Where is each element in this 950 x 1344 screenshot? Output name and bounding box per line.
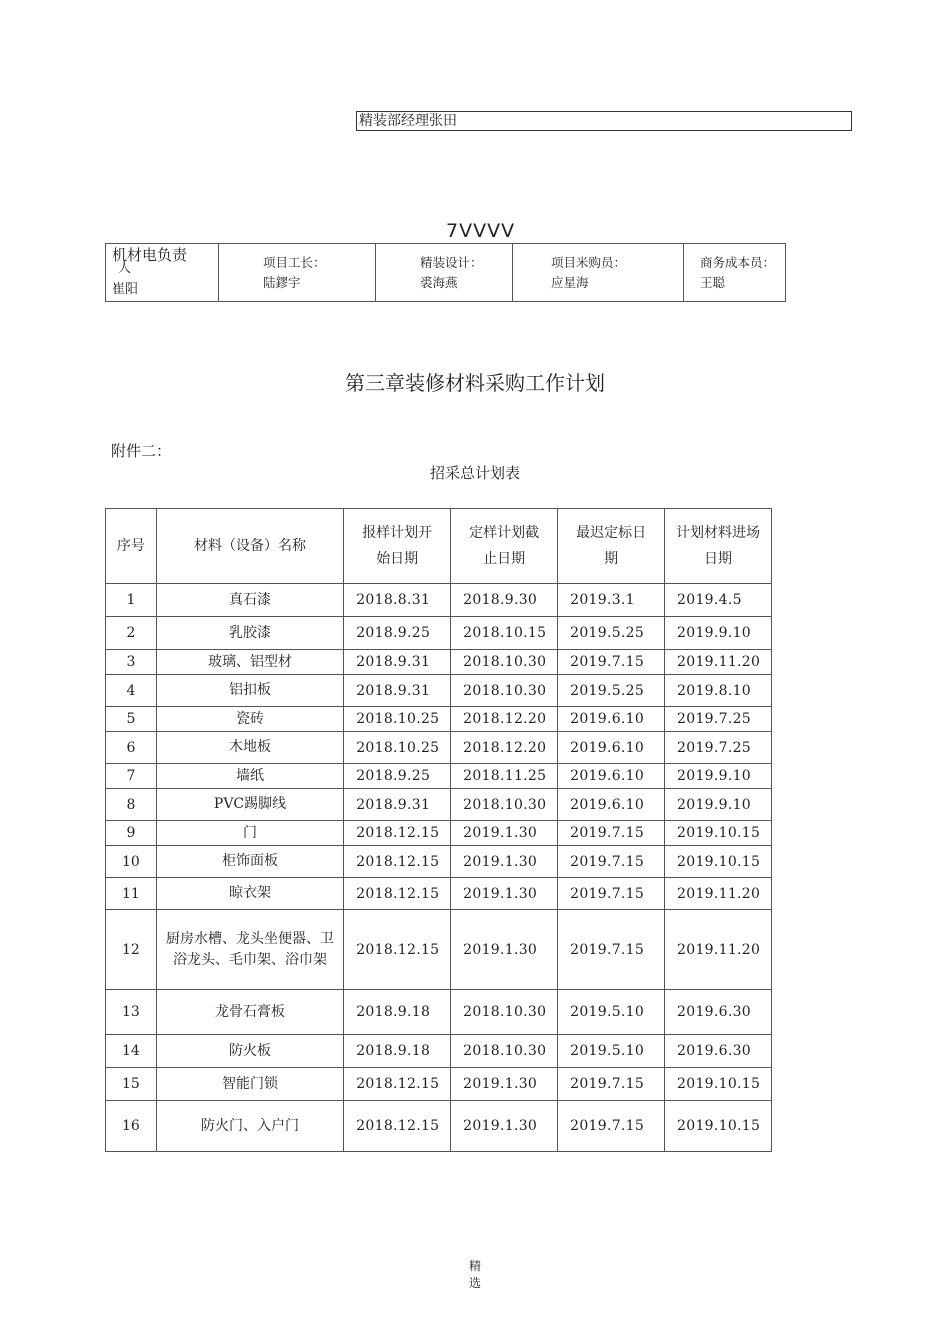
cell-seq: 2 [106, 617, 157, 650]
cell-sample-start: 2018.9.18 [344, 990, 451, 1035]
cell-bid-deadline: 2019.7.15 [558, 910, 665, 990]
cell-sample-start: 2018.10.25 [344, 732, 451, 764]
header-sample-end: 定样计划截止日期 [451, 509, 558, 584]
staff-lead-title-cont: 人 [118, 260, 132, 276]
table-row [106, 1068, 772, 1101]
cell-arrival: 2019.10.15 [665, 821, 772, 846]
cell-arrival: 2019.7.25 [665, 707, 772, 732]
table-row [106, 1035, 772, 1068]
staff-role: 精装设计： [420, 254, 483, 270]
cell-arrival: 2019.10.15 [665, 1068, 772, 1101]
cell-bid-deadline: 2019.7.15 [558, 846, 665, 878]
cell-sample-end: 2019.1.30 [451, 1068, 558, 1101]
cell-sample-start: 2018.10.25 [344, 707, 451, 732]
staff-role: 项目米购员： [551, 254, 627, 270]
table-row [106, 910, 772, 990]
cell-seq: 13 [106, 990, 157, 1035]
staff-name: 裘海燕 [420, 274, 458, 290]
cell-bid-deadline: 2019.6.10 [558, 764, 665, 789]
chapter-title: 第三章装修材料采购工作计划 [345, 371, 605, 395]
procurement-plan-table [105, 508, 772, 1152]
cell-material: 乳胶漆 [156, 617, 343, 650]
cell-sample-start: 2018.9.25 [344, 617, 451, 650]
cell-arrival: 2019.10.15 [665, 846, 772, 878]
table-row [106, 764, 772, 789]
cell-sample-start: 2018.12.15 [344, 846, 451, 878]
cell-bid-deadline: 2019.6.10 [558, 789, 665, 821]
cell-seq: 5 [106, 707, 157, 732]
cell-sample-start: 2018.12.15 [344, 1101, 451, 1152]
staff-cell-purchaser [513, 244, 684, 302]
staff-name: 陆鏐宇 [263, 274, 301, 290]
cell-sample-end: 2019.1.30 [451, 846, 558, 878]
cell-material: 防火门、入户门 [156, 1101, 343, 1152]
table-row [106, 990, 772, 1035]
staff-cell-cost [684, 244, 786, 302]
cell-arrival: 2019.9.10 [665, 764, 772, 789]
table-row [106, 1101, 772, 1152]
cell-seq: 16 [106, 1101, 157, 1152]
cell-arrival: 2019.9.10 [665, 617, 772, 650]
cell-sample-end: 2018.12.20 [451, 732, 558, 764]
cell-material: 柜饰面板 [156, 846, 343, 878]
cell-arrival: 2019.10.15 [665, 1101, 772, 1152]
cell-material: 厨房水槽、龙头坐便器、卫浴龙头、毛巾架、浴巾架 [156, 910, 343, 990]
table-row [106, 675, 772, 707]
staff-row [106, 244, 786, 302]
cell-bid-deadline: 2019.7.15 [558, 1101, 665, 1152]
cell-sample-start: 2018.12.15 [344, 910, 451, 990]
staff-table [105, 243, 786, 302]
cell-seq: 8 [106, 789, 157, 821]
cell-material: 木地板 [156, 732, 343, 764]
cell-seq: 10 [106, 846, 157, 878]
cell-bid-deadline: 2019.7.15 [558, 650, 665, 675]
cell-material: 玻璃、铝型材 [156, 650, 343, 675]
staff-name: 王聪 [700, 274, 726, 290]
cell-seq: 1 [106, 584, 157, 617]
staff-role: 项目工长： [263, 254, 326, 270]
cell-bid-deadline: 2019.3.1 [558, 584, 665, 617]
table-row [106, 821, 772, 846]
cell-sample-start: 2018.9.18 [344, 1035, 451, 1068]
staff-cell-designer [376, 244, 513, 302]
table-row [106, 617, 772, 650]
manager-box: 精装部经理张田 [356, 111, 852, 131]
table-row [106, 878, 772, 910]
cell-arrival: 2019.11.20 [665, 650, 772, 675]
cell-bid-deadline: 2019.7.15 [558, 878, 665, 910]
cell-bid-deadline: 2019.7.15 [558, 821, 665, 846]
cell-material: 墙纸 [156, 764, 343, 789]
table-title: 招采总计划表 [429, 464, 520, 482]
cell-seq: 7 [106, 764, 157, 789]
staff-cell-lead [106, 244, 219, 302]
cell-seq: 9 [106, 821, 157, 846]
table-row [106, 789, 772, 821]
cell-sample-start: 2018.12.15 [344, 821, 451, 846]
cell-sample-start: 2018.12.15 [344, 1068, 451, 1101]
cell-sample-end: 2019.1.30 [451, 1101, 558, 1152]
footer-line-1: 精 [468, 1259, 481, 1273]
staff-role: 商务成本员： [700, 254, 776, 270]
cell-sample-start: 2018.9.31 [344, 675, 451, 707]
table-row [106, 584, 772, 617]
table-row [106, 707, 772, 732]
staff-name: 应星海 [551, 274, 589, 290]
cell-seq: 15 [106, 1068, 157, 1101]
cell-bid-deadline: 2019.6.10 [558, 707, 665, 732]
cell-sample-start: 2018.12.15 [344, 878, 451, 910]
cell-material: 智能门锁 [156, 1068, 343, 1101]
cell-material: 防火板 [156, 1035, 343, 1068]
cell-material: PVC踢脚线 [156, 789, 343, 821]
cell-sample-end: 2019.1.30 [451, 821, 558, 846]
cell-seq: 4 [106, 675, 157, 707]
cell-sample-end: 2018.11.25 [451, 764, 558, 789]
cell-arrival: 2019.4.5 [665, 584, 772, 617]
cell-seq: 11 [106, 878, 157, 910]
header-material: 材料（设备）名称 [156, 509, 343, 584]
header-seq: 序号 [106, 509, 157, 584]
cell-sample-end: 2018.10.30 [451, 789, 558, 821]
cell-sample-end: 2018.9.30 [451, 584, 558, 617]
cell-sample-start: 2018.8.31 [344, 584, 451, 617]
cell-seq: 3 [106, 650, 157, 675]
staff-lead-name: 崔阳 [112, 281, 139, 297]
cell-arrival: 2019.8.10 [665, 675, 772, 707]
cell-arrival: 2019.9.10 [665, 789, 772, 821]
cell-bid-deadline: 2019.5.10 [558, 990, 665, 1035]
table-header-row [106, 509, 772, 584]
cell-sample-end: 2019.1.30 [451, 878, 558, 910]
staff-cell-foreman [219, 244, 376, 302]
cell-sample-start: 2018.9.31 [344, 650, 451, 675]
table-row [106, 732, 772, 764]
cell-arrival: 2019.11.20 [665, 878, 772, 910]
cell-arrival: 2019.11.20 [665, 910, 772, 990]
cell-bid-deadline: 2019.6.10 [558, 732, 665, 764]
cell-bid-deadline: 2019.5.25 [558, 617, 665, 650]
cell-seq: 6 [106, 732, 157, 764]
header-sample-start: 报样计划开始日期 [344, 509, 451, 584]
cell-sample-end: 2019.1.30 [451, 910, 558, 990]
cell-sample-end: 2018.10.15 [451, 617, 558, 650]
cell-sample-end: 2018.10.30 [451, 990, 558, 1035]
cell-bid-deadline: 2019.5.10 [558, 1035, 665, 1068]
staff-lead-title: 机材电负责 [112, 245, 188, 264]
cell-arrival: 2019.6.30 [665, 990, 772, 1035]
cell-arrival: 2019.6.30 [665, 1035, 772, 1068]
cell-sample-end: 2018.12.20 [451, 707, 558, 732]
footer-mark [0, 1258, 950, 1292]
header-bid-deadline: 最迟定标日期 [558, 509, 665, 584]
cell-seq: 14 [106, 1035, 157, 1068]
cell-sample-start: 2018.9.31 [344, 789, 451, 821]
cell-seq: 12 [106, 910, 157, 990]
table-row [106, 846, 772, 878]
cell-sample-end: 2018.10.30 [451, 1035, 558, 1068]
cell-material: 真石漆 [156, 584, 343, 617]
cell-material: 龙骨石膏板 [156, 990, 343, 1035]
attachment-label: 附件二： [111, 442, 172, 460]
header-arrival: 计划材料进场日期 [665, 509, 772, 584]
wave-mark: 7VVVV [446, 220, 516, 242]
cell-material: 铝扣板 [156, 675, 343, 707]
cell-material: 晾衣架 [156, 878, 343, 910]
table-body [106, 584, 772, 1152]
table-row [106, 650, 772, 675]
cell-bid-deadline: 2019.7.15 [558, 1068, 665, 1101]
cell-material: 门 [156, 821, 343, 846]
cell-sample-end: 2018.10.30 [451, 675, 558, 707]
cell-bid-deadline: 2019.5.25 [558, 675, 665, 707]
cell-material: 瓷砖 [156, 707, 343, 732]
cell-sample-start: 2018.9.25 [344, 764, 451, 789]
footer-line-2: 选 [468, 1276, 481, 1290]
cell-sample-end: 2018.10.30 [451, 650, 558, 675]
cell-arrival: 2019.7.25 [665, 732, 772, 764]
